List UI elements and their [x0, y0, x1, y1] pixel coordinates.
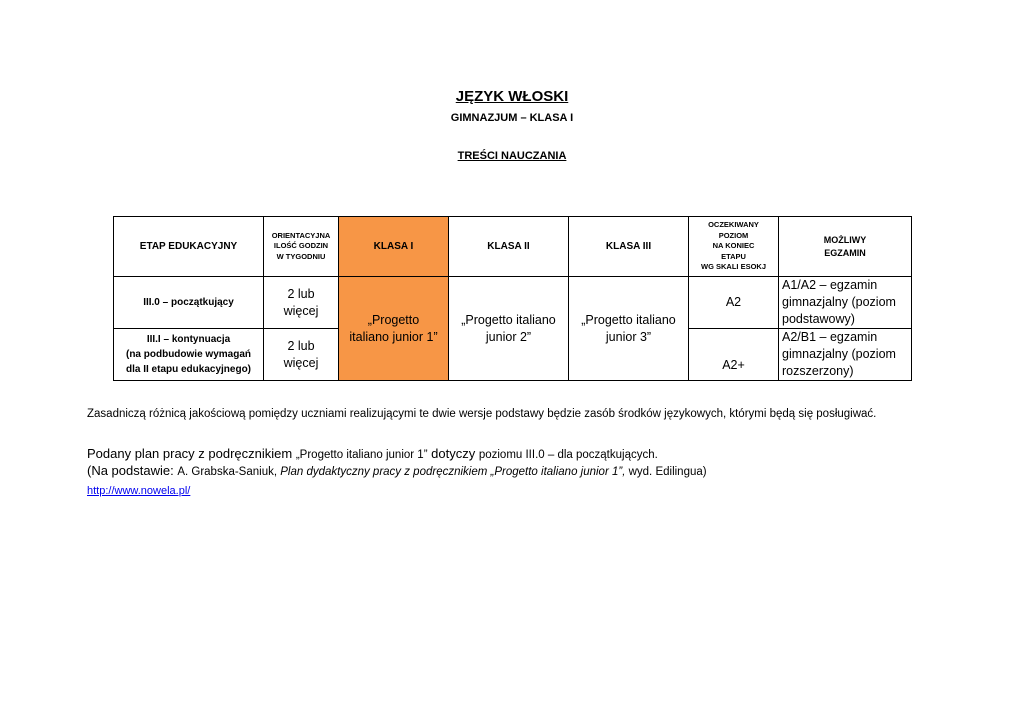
page-subtitle: GIMNAZJUM – KLASA I — [450, 112, 574, 124]
stage-cell: III.0 – początkujący — [114, 277, 264, 329]
page-title: JĘZYK WŁOSKI — [455, 88, 569, 105]
table-row — [114, 277, 912, 329]
curriculum-table — [113, 216, 912, 381]
header-class-3: KLASA III — [569, 217, 689, 277]
class-1-book-cell: „Progetto italiano junior 1” — [339, 277, 449, 381]
header-class-2: KLASA II — [449, 217, 569, 277]
source-link[interactable]: http://www.nowela.pl/ — [87, 485, 191, 497]
level-cell: A2+ — [689, 329, 779, 381]
header-stage: ETAP EDUKACYJNY — [114, 217, 264, 277]
exam-cell: A1/A2 – egzamin gimnazjalny (poziom podstawowy) — [779, 277, 912, 329]
section-heading: TREŚCI NAUCZANIA — [457, 150, 567, 162]
header-class-1: KLASA I — [339, 217, 449, 277]
class-3-book-cell: „Progetto italiano junior 3” — [569, 277, 689, 381]
textbook-note: Podany plan pracy z podręcznikiem „Progetto italiano junior 1” dotyczy poziomu III.0 – dla początkujących. — [87, 446, 658, 461]
header-exam: MOŻLIWY EGZAMIN — [779, 217, 912, 277]
stage-cell: III.I – kontynuacja (na podbudowie wymagań dla II etapu edukacyjnego) — [114, 329, 264, 381]
source-link-line — [87, 485, 947, 497]
body-paragraph: Zasadniczą różnicą jakościową pomiędzy uczniami realizującymi te dwie wersje podstawy będzie zasób środków językowych, którymi będą się posługiwać. — [87, 408, 877, 420]
header-hours: ORIENTACYJNA ILOŚĆ GODZIN W TYGODNIU — [264, 217, 339, 277]
exam-cell: A2/B1 – egzamin gimnazjalny (poziom rozszerzony) — [779, 329, 912, 381]
header-level: OCZEKIWANY POZIOM NA KONIEC ETAPU WG SKALI ESOKJ — [689, 217, 779, 277]
hours-cell: 2 lub więcej — [264, 329, 339, 381]
class-2-book-cell: „Progetto italiano junior 2” — [449, 277, 569, 381]
level-cell: A2 — [689, 277, 779, 329]
source-note: (Na podstawie: A. Grabska-Saniuk, Plan dydaktyczny pracy z podręcznikiem „Progetto italiano junior 1”, wyd. Edilingua) — [87, 463, 707, 478]
hours-cell: 2 lub więcej — [264, 277, 339, 329]
table-header-row — [114, 217, 912, 277]
